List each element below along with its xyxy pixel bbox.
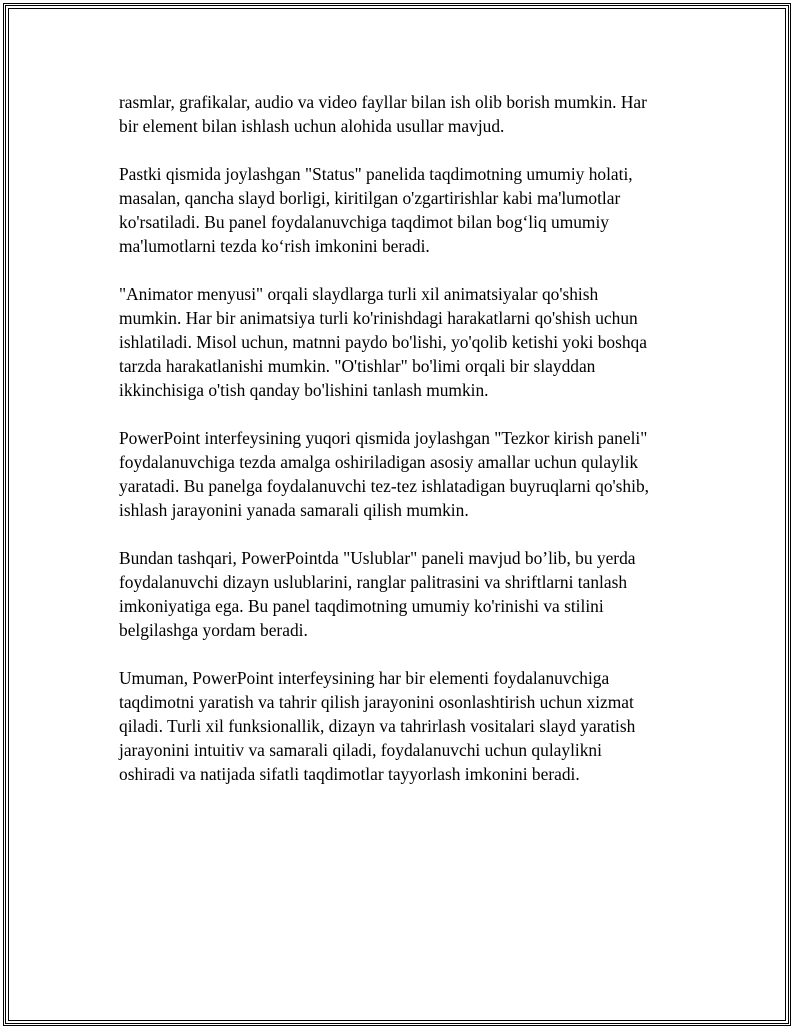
text-line: ishlash jarayonini yanada samarali qilish mumkin. xyxy=(119,500,469,520)
text-line: taqdimotni yaratish va tahrir qilish jarayonini osonlashtirish uchun xizmat xyxy=(119,692,634,712)
paragraph-conclusion xyxy=(119,666,699,786)
text-line: PowerPoint interfeysining yuqori qismida joylashgan "Tezkor kirish paneli" xyxy=(119,428,648,448)
text-line: Umuman, PowerPoint interfeysining har bir elementi foydalanuvchiga xyxy=(119,668,610,688)
text-line: foydalanuvchi dizayn uslublarini, ranglar palitrasini va shriftlarni tanlash xyxy=(119,572,628,592)
text-line: foydalanuvchiga tezda amalga oshiriladigan asosiy amallar uchun qulaylik xyxy=(119,452,639,472)
text-line: ikkinchisiga o'tish qanday bo'lishini tanlash mumkin. xyxy=(119,380,489,400)
text-line: yaratadi. Bu panelga foydalanuvchi tez-tez ishlatadigan buyruqlarni qo'shib, xyxy=(119,476,649,496)
text-line: ma'lumotlarni tezda ko‘rish imkonini beradi. xyxy=(119,236,430,256)
paragraph-intro xyxy=(119,90,699,138)
text-line: Pastki qismida joylashgan "Status" panelida taqdimotning umumiy holati, xyxy=(119,164,633,184)
text-line: rasmlar, grafikalar, audio va video fayllar bilan ish olib borish mumkin. Har xyxy=(119,92,647,112)
text-line: "Animator menyusi" orqali slaydlarga turli xil animatsiyalar qo'shish xyxy=(119,284,599,304)
paragraph-styles-panel xyxy=(119,546,699,642)
text-line: tarzda harakatlanishi mumkin. "O'tishlar" bo'limi orqali bir slayddan xyxy=(119,356,596,376)
text-line: qiladi. Turli xil funksionallik, dizayn va tahrirlash vositalari slayd yaratish xyxy=(119,716,636,736)
text-line: imkoniyatiga ega. Bu panel taqdimotning umumiy ko'rinishi va stilini xyxy=(119,596,604,616)
text-line: ko'rsatiladi. Bu panel foydalanuvchiga taqdimot bilan bog‘liq umumiy xyxy=(119,212,609,232)
text-line: mumkin. Har bir animatsiya turli ko'rinishdagi harakatlarni qo'shish uchun xyxy=(119,308,638,328)
paragraph-quick-access xyxy=(119,426,699,522)
paragraph-status-panel xyxy=(119,162,699,258)
text-line: oshiradi va natijada sifatli taqdimotlar tayyorlash imkonini beradi. xyxy=(119,764,580,784)
document-body xyxy=(119,90,699,810)
text-line: belgilashga yordam beradi. xyxy=(119,620,308,640)
text-line: Bundan tashqari, PowerPointda "Uslublar" paneli mavjud bo’lib, bu yerda xyxy=(119,548,636,568)
text-line: masalan, qancha slayd borligi, kiritilgan o'zgartirishlar kabi ma'lumotlar xyxy=(119,188,621,208)
text-line: jarayonini intuitiv va samarali qiladi, foydalanuvchi uchun qulaylikni xyxy=(119,740,602,760)
text-line: bir element bilan ishlash uchun alohida usullar mavjud. xyxy=(119,116,505,136)
text-line: ishlatiladi. Misol uchun, matnni paydo bo'lishi, yo'qolib ketishi yoki boshqa xyxy=(119,332,647,352)
paragraph-animator-menu xyxy=(119,282,699,402)
